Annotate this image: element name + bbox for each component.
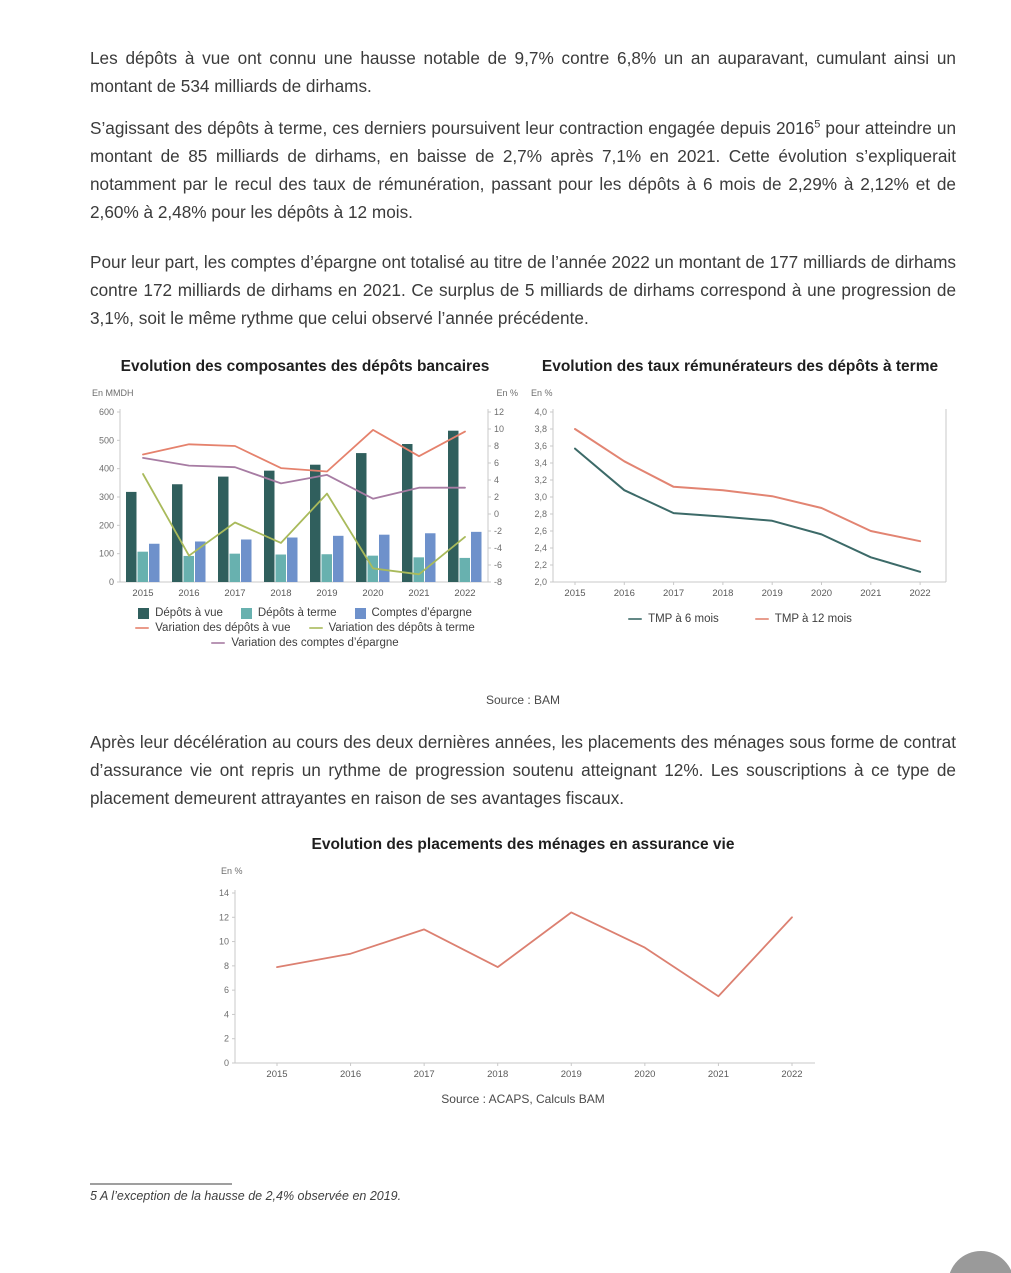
svg-text:2,0: 2,0 — [534, 577, 547, 587]
svg-text:2018: 2018 — [712, 588, 734, 597]
legend-item — [355, 607, 472, 619]
svg-text:2,6: 2,6 — [534, 526, 547, 536]
svg-text:4: 4 — [223, 1009, 229, 1020]
legend-item — [755, 613, 852, 625]
legend-label: TMP à 6 mois — [648, 613, 719, 625]
paragraph-depots-a-vue: Les dépôts à vue ont connu une hausse notable de 9,7% contre 6,8% un an auparavant, cumulant ainsi un montant de 534 milliards de dirhams. — [90, 48, 956, 96]
svg-text:2,4: 2,4 — [534, 543, 547, 553]
svg-text:2,2: 2,2 — [534, 560, 547, 570]
legend-item — [138, 607, 223, 619]
legend-label: Variation des dépôts à terme — [328, 622, 475, 634]
term-deposit-rates-legend — [523, 613, 957, 625]
svg-text:2017: 2017 — [413, 1069, 435, 1080]
svg-text:2017: 2017 — [224, 588, 246, 597]
svg-text:2018: 2018 — [270, 588, 292, 597]
svg-text:-6: -6 — [494, 560, 503, 570]
svg-text:En MMDH: En MMDH — [92, 388, 134, 398]
legend-item — [135, 622, 290, 634]
svg-text:4: 4 — [494, 475, 500, 485]
svg-text:500: 500 — [98, 435, 114, 446]
legend-line-marker — [211, 642, 225, 645]
svg-text:2016: 2016 — [613, 588, 635, 597]
svg-text:6: 6 — [494, 458, 500, 468]
chart-title-assurance-vie: Evolution des placements des ménages en assurance vie — [311, 836, 735, 853]
legend-label: Variation des dépôts à vue — [155, 622, 291, 634]
svg-text:2016: 2016 — [339, 1069, 362, 1080]
svg-text:2020: 2020 — [810, 588, 833, 597]
paragraph-assurance-vie: Après leur décélération au cours des deux dernières années, les placements des ménages sous forme de contrat d’assurance vie ont repris un rythme de progression soutenu atteignant 12%. Les souscriptions à ce type de placement demeurent attrayantes en raison de ses avantages fiscaux. — [90, 732, 956, 808]
svg-text:12: 12 — [218, 912, 229, 923]
chart-term-deposit-rates — [523, 356, 957, 625]
legend-line-marker — [628, 618, 642, 621]
chart-title-deposit-components: Evolution des composantes des dépôts bancaires — [120, 358, 490, 375]
legend-label: TMP à 12 mois — [774, 613, 852, 625]
legend-row — [90, 637, 520, 649]
svg-text:En %: En % — [221, 866, 243, 876]
svg-text:2015: 2015 — [564, 588, 586, 597]
svg-text:2018: 2018 — [487, 1069, 509, 1080]
paragraph-depots-a-terme — [90, 114, 956, 226]
svg-text:600: 600 — [98, 407, 114, 417]
svg-text:200: 200 — [98, 520, 114, 531]
svg-text:-8: -8 — [494, 577, 503, 587]
svg-text:2022: 2022 — [454, 588, 476, 597]
svg-text:4,0: 4,0 — [534, 407, 547, 417]
svg-text:2015: 2015 — [266, 1069, 288, 1080]
paragraph-text: S’agissant des dépôts à terme, ces derniers poursuivent leur contraction engagée depuis 2016 — [90, 118, 815, 138]
svg-text:0: 0 — [108, 577, 114, 587]
legend-line-marker — [755, 618, 769, 621]
assurance-vie-line-chart — [195, 858, 845, 1093]
footnote-divider — [90, 1183, 232, 1185]
svg-text:10: 10 — [494, 424, 505, 434]
term-deposit-rates-line-chart — [523, 383, 957, 597]
svg-text:2019: 2019 — [316, 588, 338, 597]
svg-text:2022: 2022 — [781, 1069, 803, 1080]
legend-square-marker — [355, 608, 366, 619]
legend-item — [309, 622, 475, 634]
svg-text:3,2: 3,2 — [534, 475, 547, 485]
svg-text:2016: 2016 — [178, 588, 200, 597]
svg-text:En %: En % — [496, 388, 518, 398]
svg-text:2019: 2019 — [761, 588, 783, 597]
svg-text:2021: 2021 — [860, 588, 882, 597]
legend-label: Comptes d’épargne — [371, 607, 472, 619]
legend-item — [241, 607, 337, 619]
legend-row — [90, 622, 520, 634]
svg-text:12: 12 — [494, 407, 505, 417]
svg-text:3,8: 3,8 — [534, 424, 547, 434]
svg-text:3,6: 3,6 — [534, 441, 547, 451]
footnote-5: 5 A l’exception de la hausse de 2,4% observée en 2019. — [90, 1189, 402, 1203]
svg-text:2021: 2021 — [408, 588, 430, 597]
chart-title-term-deposit-rates: Evolution des taux rémunérateurs des dépôts à terme — [541, 358, 939, 375]
svg-text:6: 6 — [223, 985, 229, 996]
legend-line-marker — [135, 627, 149, 630]
svg-text:3,0: 3,0 — [534, 492, 547, 502]
svg-text:2015: 2015 — [132, 588, 154, 597]
chart-deposit-components — [90, 356, 520, 649]
svg-text:2021: 2021 — [707, 1069, 729, 1080]
svg-text:100: 100 — [98, 548, 114, 559]
svg-text:8: 8 — [223, 960, 229, 971]
deposit-components-legend — [90, 607, 520, 649]
svg-text:10: 10 — [218, 936, 229, 947]
legend-row — [90, 607, 520, 619]
svg-text:2020: 2020 — [362, 588, 384, 597]
svg-text:-4: -4 — [494, 543, 503, 553]
svg-text:0: 0 — [494, 509, 500, 519]
deposit-components-bar-line-chart — [90, 383, 520, 597]
svg-text:2019: 2019 — [560, 1069, 582, 1080]
page-number-badge — [948, 1251, 1011, 1273]
svg-text:2020: 2020 — [634, 1069, 656, 1080]
svg-text:8: 8 — [494, 441, 500, 451]
svg-text:14: 14 — [218, 888, 229, 898]
source-bam: Source : BAM — [485, 693, 561, 707]
svg-text:En %: En % — [531, 388, 553, 398]
legend-row — [523, 613, 957, 625]
footnote-reference-5: 5 — [814, 118, 821, 131]
legend-item — [628, 613, 719, 625]
svg-text:2017: 2017 — [663, 588, 685, 597]
legend-label: Dépôts à terme — [257, 607, 337, 619]
svg-text:2022: 2022 — [909, 588, 931, 597]
paragraph-text: pour atteindre un montant de 85 milliards de dirhams, en baisse de 2,7% après 7,1% en 2021. Cette évolution s’expliquerait notamment par le recul des taux de rémunération, passant pour les dépôts à 6 mois de 2,29% à 2,12% et de 2,60% à 2,48% pour les dépôts à 12 mois. — [90, 118, 957, 222]
svg-text:2: 2 — [494, 492, 500, 502]
legend-item — [211, 637, 398, 649]
legend-label: Variation des comptes d’épargne — [231, 637, 399, 649]
svg-text:0: 0 — [223, 1058, 229, 1068]
legend-square-marker — [241, 608, 252, 619]
paragraph-comptes-epargne: Pour leur part, les comptes d’épargne ont totalisé au titre de l’année 2022 un montant de 177 milliards de dirhams contre 172 milliards de dirhams en 2021. Ce surplus de 5 milliards de dirhams correspond à une progression de 3,1%, soit le même rythme que celui observé l’année précédente. — [90, 252, 956, 328]
legend-label: Dépôts à vue — [155, 607, 223, 619]
svg-text:-2: -2 — [494, 526, 503, 536]
svg-text:2,8: 2,8 — [534, 509, 547, 519]
svg-text:3,4: 3,4 — [534, 458, 547, 468]
source-acaps: Source : ACAPS, Calculs BAM — [441, 1092, 605, 1106]
legend-line-marker — [309, 627, 323, 630]
svg-text:300: 300 — [98, 492, 114, 502]
legend-square-marker — [138, 608, 149, 619]
svg-text:400: 400 — [98, 463, 114, 474]
svg-text:2: 2 — [223, 1033, 229, 1044]
